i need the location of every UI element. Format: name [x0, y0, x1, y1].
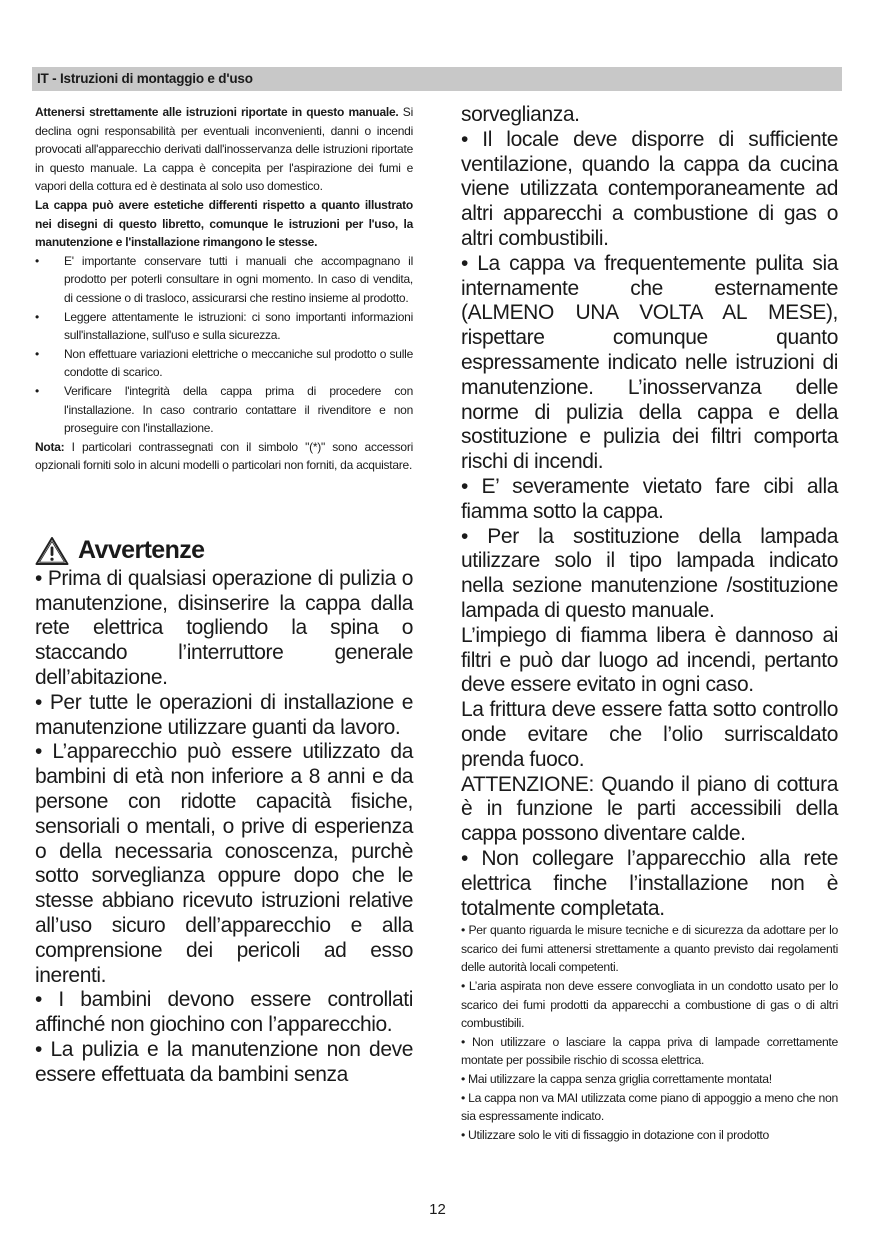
warning-item: • Per la sostituzione della lampada utilizzare solo il tipo lampada indicato nella sezione manutenzione /sostituzione lampada di questo manuale.: [461, 524, 838, 622]
list-item: [35, 345, 413, 382]
warning-item: • I bambini devono essere controllati affinché non giochino con l’apparecchio.: [35, 988, 413, 1037]
list-item-text: Non effettuare variazioni elettriche o meccaniche sul prodotto o sulle condotte di scarico.: [64, 346, 413, 380]
warning-small-item: • Mai utilizzare la cappa senza griglia correttamente montata!: [461, 1072, 772, 1087]
right-column: [461, 103, 838, 1144]
warning-item: • Per tutte le operazioni di installazione e manutenzione utilizzare guanti da lavoro.: [35, 690, 413, 739]
page-number: 12: [429, 1201, 446, 1218]
warning-item: • E’ severamente vietato fare cibi alla fiamma sotto la cappa.: [461, 474, 838, 523]
warnings-right-small-list: [461, 921, 838, 1144]
list-item-text: Verificare l'integrità della cappa prima di procedere con l'installazione. In caso contrario contattare il rivenditore e non proseguire con l'installazione.: [64, 383, 413, 436]
section-header: IT - Istruzioni di montaggio e d'uso: [32, 67, 842, 91]
intro-text: Si declina ogni responsabilità per eventuali inconvenienti, danni o incendi provocati all'apparecchio derivati dall'inosservanza delle istruzioni riportate in questo manuale. La cappa è concepita per l'aspirazione dei fumi e vapori della cottura ed è destinata al solo uso domestico.: [35, 105, 413, 194]
note-text: I particolari contrassegnati con il simbolo "(*)" sono accessori opzionali forniti solo in alcuni modelli o particolari non forniti, da acquistare.: [35, 439, 413, 473]
list-item: [35, 308, 413, 345]
warning-small-item: • Per quanto riguarda le misure tecniche e di sicurezza da adottare per lo scarico dei fumi attenersi strettamente a quanto previsto dai regolamenti delle autorità locali competenti.: [461, 923, 838, 975]
warning-item: • Non collegare l’apparecchio alla rete elettrica finche l’installazione non è totalmente completata.: [461, 846, 838, 920]
note-label: Nota:: [35, 439, 65, 454]
intro-bold-text: Attenersi strettamente alle istruzioni riportate in questo manuale.: [35, 105, 399, 119]
list-item: [35, 382, 413, 438]
warning-small-item: • Utilizzare solo le viti di fissaggio in dotazione con il prodotto: [461, 1127, 769, 1142]
note-paragraph: [35, 438, 413, 475]
intro-paragraph-bold: [35, 196, 413, 252]
list-item-text: E' importante conservare tutti i manuali che accompagnano il prodotto per poterli consultare in ogni momento. In caso di vendita, di cessione o di trasloco, assicurarsi che restino insieme al prodotto.: [64, 253, 413, 305]
warning-item: sorveglianza.: [461, 103, 580, 126]
warning-item: La frittura deve essere fatta sotto controllo onde evitare che l’olio surriscaldato prenda fuoco.: [461, 698, 838, 771]
warning-item: • Il locale deve disporre di sufficiente ventilazione, quando la cappa da cucina viene utilizzata contemporaneamente ad altri apparecchi a combustione di gas o altri combustibili.: [461, 127, 838, 250]
warning-item: L’impiego di fiamma libera è dannoso ai filtri e può dar luogo ad incendi, pertanto deve essere evitato in ogni caso.: [461, 623, 838, 697]
warning-small-item: • L’aria aspirata non deve essere convogliata in un condotto usato per lo scarico dei fumi prodotti da apparecchi a combustione di gas o di altri combustibili.: [461, 979, 838, 1031]
warning-small-item: • La cappa non va MAI utilizzata come piano di appoggio a meno che non sia espressamente indicato.: [461, 1090, 838, 1124]
warning-item: • Prima di qualsiasi operazione di pulizia o manutenzione, disinserire la cappa dalla rete elettrica togliendo la spina o staccando l’interruttore generale dell’abitazione.: [35, 566, 413, 690]
warning-item: ATTENZIONE: Quando il piano di cottura è in funzione le parti accessibili della cappa possono diventare calde.: [461, 772, 838, 846]
list-item-text: Leggere attentamente le istruzioni: ci sono importanti informazioni sull'installazione, sull'uso e sulla sicurezza.: [64, 309, 413, 343]
intro-paragraph: [35, 103, 413, 196]
warnings-title: Avvertenze: [78, 536, 205, 565]
list-item: [35, 252, 413, 308]
warnings-heading: [35, 535, 413, 567]
warning-item: • L’apparecchio può essere utilizzato da bambini di età non inferiore a 8 anni e da persone con ridotte capacità fisiche, sensoriali o mentali, o prive di esperienza o della necessaria conoscenza, purchè sotto sorveglianza oppure dopo che le stesse abbiano ricevuto istruzioni relative all’uso sicuro dell’apparecchio e alla comprensione dei pericoli ad esso inerenti.: [35, 740, 413, 987]
bullet-icon: •: [35, 309, 39, 324]
bullet-icon: •: [35, 253, 39, 268]
warning-triangle-icon: [35, 536, 69, 566]
bullet-icon: •: [35, 346, 39, 361]
bullet-icon: •: [35, 383, 39, 398]
warning-item: • La cappa va frequentemente pulita sia internamente che esternamente (ALMENO UNA VOLTA AL MESE), rispettare comunque quanto espressamente indicato nelle istruzioni di manutenzione. L’inosservanza delle norme di pulizia della cappa e della sostituzione e pulizia dei filtri comporta rischi di incendi.: [461, 251, 838, 474]
warnings-right-list: [461, 103, 838, 921]
intro-bullet-list: [35, 252, 413, 438]
warning-item: • La pulizia e la manutenzione non deve essere effettuata da bambini senza: [35, 1038, 413, 1086]
warnings-left-list: [35, 567, 413, 1088]
intro-bold-text-2: La cappa può avere estetiche differenti rispetto a quanto illustrato nei disegni di questo libretto, comunque le istruzioni per l'uso, la manutenzione e l'installazione rimangono le stesse.: [35, 197, 413, 250]
warning-small-item: • Non utilizzare o lasciare la cappa priva di lampade correttamente montate per possibile rischio di scossa elettrica.: [461, 1034, 838, 1068]
intro-section: [35, 103, 413, 475]
left-column: [35, 103, 413, 1088]
